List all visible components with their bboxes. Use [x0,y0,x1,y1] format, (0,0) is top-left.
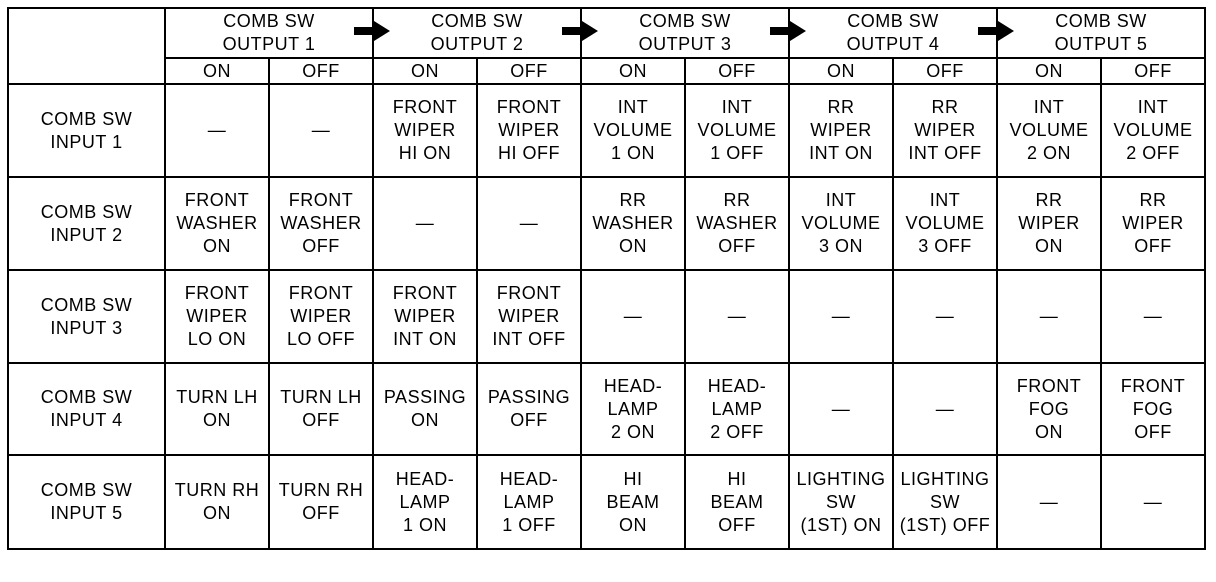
matrix-cell-line: LO OFF [286,329,355,349]
matrix-cell-line: ON [1035,236,1063,256]
matrix-cell-line: VOLUME [697,120,777,140]
matrix-cell-line: LAMP [503,491,555,512]
matrix-cell-line: WIPER [290,306,352,326]
matrix-cell-line: (1ST) OFF [899,514,991,535]
matrix-cell-line: LAMP [399,491,451,512]
matrix-cell-line: — [831,306,851,326]
matrix-cell [789,363,893,455]
matrix-cell-line: FRONT [288,190,354,210]
matrix-cell [1101,270,1205,363]
matrix-cell [997,270,1101,363]
matrix-cell-line: ON [619,514,647,535]
matrix-cell [893,363,997,455]
matrix-cell-line: 1 ON [610,143,655,163]
row-label-line: COMB SW [40,387,133,407]
matrix-cell-line: ON [203,410,231,430]
output-header-3 [581,8,789,58]
output-header-4 [789,8,997,58]
matrix-cell-line: HI OFF [498,143,560,163]
matrix-cell [789,270,893,363]
matrix-cell-line: HI ON [398,143,452,163]
output-header-line2: OUTPUT 4 [846,34,940,54]
matrix-cell-line: INT ON [809,143,873,163]
matrix-cell-line: — [1143,491,1163,512]
matrix-cell-line: FRONT [184,190,250,210]
matrix-cell-line: INT OFF [492,329,566,349]
matrix-cell-line: PASSING [383,387,467,407]
state-off: OFF [1101,58,1205,84]
matrix-cell-line: WASHER [592,213,674,233]
matrix-cell-line: — [1039,491,1059,512]
matrix-cell [581,177,685,270]
matrix-cell-line: BEAM [710,491,764,512]
row-label-line: INPUT 5 [50,503,123,523]
matrix-cell-line: TURN LH [280,387,362,407]
matrix-cell-line: TURN RH [278,480,364,500]
matrix-cell-line: RR [1035,190,1063,210]
matrix-cell [581,455,685,549]
matrix-cell-line: VOLUME [1009,120,1089,140]
output-header-line1: COMB SW [431,11,523,31]
matrix-cell [789,455,893,549]
matrix-cell-line: LAMP [607,398,659,419]
matrix-cell-line: — [623,306,643,326]
matrix-cell-line: FRONT [1016,375,1082,396]
row-label [8,270,165,363]
matrix-cell [789,84,893,177]
matrix-cell-line: FRONT [392,97,458,117]
matrix-cell [685,177,789,270]
corner-cell [8,8,165,84]
matrix-cell-line: OFF [1134,236,1172,256]
matrix-cell-line: 2 ON [610,421,655,442]
matrix-cell-line: FRONT [288,283,354,303]
matrix-cell-line: TURN RH [174,480,260,500]
matrix-cell [477,177,581,270]
matrix-cell-line: VOLUME [1113,120,1193,140]
matrix-cell [997,455,1101,549]
matrix-cell-line: — [415,213,435,233]
matrix-cell [581,84,685,177]
matrix-cell [685,84,789,177]
input-row-4 [8,363,1205,455]
matrix-cell [685,455,789,549]
output-header-1 [165,8,373,58]
matrix-cell-line: LAMP [711,398,763,419]
matrix-cell-line: LO ON [187,329,247,349]
matrix-cell-line: 3 ON [818,236,863,256]
matrix-cell [893,84,997,177]
matrix-cell [165,363,269,455]
matrix-cell-line: 2 OFF [1126,143,1180,163]
matrix-cell [997,84,1101,177]
arrow-right-icon [354,21,390,41]
output-header-line2: OUTPUT 3 [638,34,732,54]
matrix-cell-line: INT [1137,97,1169,117]
matrix-cell-line: RR [723,190,751,210]
matrix-cell [373,270,477,363]
matrix-cell-line: — [935,306,955,326]
matrix-cell-line: INT [929,190,961,210]
matrix-cell-line: WIPER [394,120,456,140]
matrix-cell-line: OFF [510,410,548,430]
row-label-line: COMB SW [40,201,133,222]
matrix-cell-line: FRONT [496,283,562,303]
matrix-cell [1101,363,1205,455]
matrix-cell-line: — [207,120,227,140]
matrix-cell-line: INT [721,97,753,117]
matrix-cell-line: 1 OFF [502,514,556,535]
matrix-cell [165,455,269,549]
matrix-cell [789,177,893,270]
matrix-cell-line: ON [203,236,231,256]
matrix-cell [269,84,373,177]
matrix-cell [373,84,477,177]
matrix-cell-line: WASHER [696,213,778,233]
matrix-cell-line: HI [727,468,747,489]
matrix-cell-line: RR [619,190,647,210]
matrix-cell [1101,84,1205,177]
state-on: ON [789,58,893,84]
matrix-cell-line: INT [617,97,649,117]
state-on: ON [373,58,477,84]
state-off: OFF [269,58,373,84]
matrix-cell-line: WASHER [280,213,362,233]
matrix-cell-line: OFF [718,236,756,256]
matrix-cell-line: FRONT [184,283,250,303]
row-label-line: INPUT 2 [50,224,123,245]
matrix-cell [373,177,477,270]
row-label-line: COMB SW [40,294,133,315]
output-header-2 [373,8,581,58]
matrix-cell-line: OFF [302,236,340,256]
output-header-line2: OUTPUT 1 [222,34,316,54]
matrix-cell-line: WASHER [176,213,258,233]
matrix-cell [581,363,685,455]
matrix-cell-line: — [519,213,539,233]
input-row-5 [8,455,1205,549]
matrix-cell-line: 2 ON [1026,143,1071,163]
matrix-cell [685,270,789,363]
arrow-right-icon [978,21,1014,41]
matrix-cell-line: WIPER [498,120,560,140]
state-header-row [8,58,1205,84]
input-row-2 [8,177,1205,270]
state-off: OFF [477,58,581,84]
matrix-cell-line: 3 OFF [918,236,972,256]
matrix-cell [685,363,789,455]
matrix-cell-line: HEAD- [707,375,767,396]
output-header-row [8,8,1205,58]
matrix-cell-line: RR [931,97,959,117]
output-header-line1: COMB SW [639,11,731,31]
matrix-cell-line: FOG [1028,398,1070,419]
matrix-cell [477,84,581,177]
matrix-cell-line: FRONT [392,283,458,303]
matrix-cell-line: RR [1139,190,1167,210]
matrix-cell [893,177,997,270]
arrow-right-icon [770,21,806,41]
matrix-cell-line: ON [203,503,231,523]
matrix-cell [1101,177,1205,270]
matrix-cell-line: FRONT [1120,375,1186,396]
matrix-cell [1101,455,1205,549]
matrix-cell-line: HEAD- [499,468,559,489]
row-label [8,84,165,177]
matrix-cell [373,363,477,455]
matrix-cell-line: WIPER [914,120,976,140]
matrix-cell-line: OFF [1134,421,1172,442]
matrix-cell-line: INT [825,190,857,210]
state-on: ON [581,58,685,84]
matrix-cell-line: HEAD- [603,375,663,396]
matrix-cell-line: OFF [302,410,340,430]
matrix-cell [997,177,1101,270]
matrix-cell [269,363,373,455]
matrix-cell-line: VOLUME [801,213,881,233]
arrow-right-icon [562,21,598,41]
matrix-cell-line: WIPER [498,306,560,326]
matrix-cell-line: LIGHTING [796,468,886,489]
row-label [8,363,165,455]
matrix-cell [477,455,581,549]
matrix-cell-line: INT [1033,97,1065,117]
matrix-cell-line: 1 OFF [710,143,764,163]
matrix-cell-line: — [311,120,331,140]
matrix-cell [581,270,685,363]
matrix-cell-line: ON [619,236,647,256]
matrix-cell [893,455,997,549]
matrix-cell-line: WIPER [394,306,456,326]
row-label-line: INPUT 1 [50,131,123,152]
row-label-line: INPUT 3 [50,317,123,338]
matrix-cell-line: FRONT [496,97,562,117]
matrix-cell-line: PASSING [487,387,571,407]
matrix-cell-line: VOLUME [905,213,985,233]
matrix-cell [893,270,997,363]
output-header-5 [997,8,1205,58]
matrix-cell-line: 2 OFF [710,421,764,442]
matrix-cell-line: SW [826,491,856,512]
matrix-cell-line: INT ON [393,329,457,349]
matrix-cell-line: OFF [302,503,340,523]
output-header-line2: OUTPUT 2 [430,34,524,54]
output-header-line1: COMB SW [847,11,939,31]
matrix-cell [477,270,581,363]
matrix-cell-line: BEAM [606,491,660,512]
matrix-cell-line: (1ST) ON [800,514,882,535]
input-row-3 [8,270,1205,363]
matrix-cell-line: WIPER [810,120,872,140]
output-header-line2: OUTPUT 5 [1054,34,1148,54]
matrix-cell [477,363,581,455]
matrix-cell-line: LIGHTING [900,468,990,489]
matrix-cell-line: — [831,398,851,419]
output-header-line1: COMB SW [1055,11,1147,31]
matrix-cell-line: SW [930,491,960,512]
state-off: OFF [893,58,997,84]
matrix-cell-line: ON [411,410,439,430]
matrix-cell-line: HEAD- [395,468,455,489]
comb-switch-matrix-table [7,7,1206,550]
matrix-cell-line: WIPER [186,306,248,326]
row-label-line: INPUT 4 [50,410,123,430]
matrix-cell-line: TURN LH [176,387,258,407]
matrix-cell-line: — [727,306,747,326]
row-label-line: COMB SW [40,480,133,500]
matrix-cell [269,270,373,363]
matrix-cell [165,270,269,363]
matrix-cell [997,363,1101,455]
matrix-cell [165,84,269,177]
row-label [8,455,165,549]
row-label-line: COMB SW [40,108,133,129]
matrix-cell-line: HI [623,468,643,489]
matrix-cell-line: ON [1035,421,1063,442]
matrix-cell [373,455,477,549]
matrix-cell [165,177,269,270]
matrix-cell-line: — [935,398,955,419]
state-on: ON [997,58,1101,84]
matrix-cell-line: RR [827,97,855,117]
matrix-cell-line: INT OFF [908,143,982,163]
matrix-cell-line: WIPER [1122,213,1184,233]
matrix-cell-line: WIPER [1018,213,1080,233]
matrix-cell-line: FOG [1132,398,1174,419]
matrix-cell-line: VOLUME [593,120,673,140]
input-row-1 [8,84,1205,177]
matrix-cell [269,455,373,549]
matrix-cell-line: OFF [718,514,756,535]
matrix-cell [269,177,373,270]
state-on: ON [165,58,269,84]
matrix-cell-line: — [1039,306,1059,326]
row-label [8,177,165,270]
matrix-cell-line: 1 ON [402,514,447,535]
matrix-cell-line: — [1143,306,1163,326]
state-off: OFF [685,58,789,84]
switch-matrix [7,7,1206,550]
output-header-line1: COMB SW [223,11,315,31]
